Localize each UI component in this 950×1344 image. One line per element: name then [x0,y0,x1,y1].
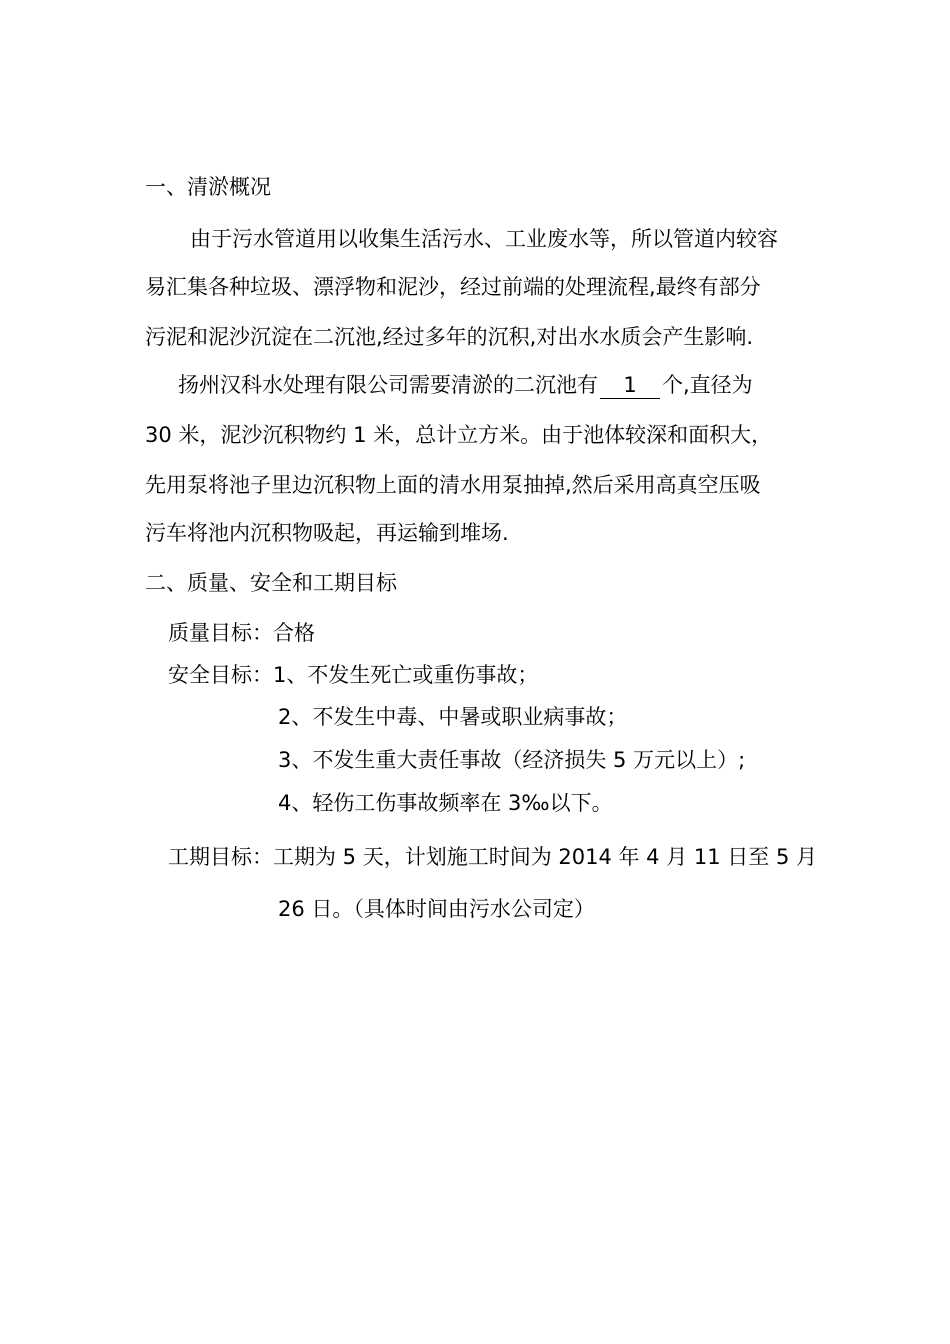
section1-heading: 一、清淤概况 [145,175,271,199]
para2-line1-post: 个,直径为 [662,373,753,397]
para1-line1: 由于污水管道用以收集生活污水、工业废水等，所以管道内较容 [190,227,778,251]
safety-target-1: 安全目标：1、不发生死亡或重伤事故； [168,663,539,687]
para2-line4: 污车将池内沉积物吸起，再运输到堆场. [145,521,509,545]
safety-target-4: 4、轻伤工伤事故频率在 3‰以下。 [278,791,613,815]
para2-line1 [178,370,753,400]
schedule-target-line1: 工期目标：工期为 5 天，计划施工时间为 2014 年 4 月 11 日至 5 月 [168,845,817,869]
para2-line1-pre: 扬州汉科水处理有限公司需要清淤的二沉池有 [178,373,598,397]
pool-count-blank: 1 [600,372,660,399]
para1-line3: 污泥和泥沙沉淀在二沉池,经过多年的沉积,对出水水质会产生影响. [145,325,754,349]
para2-line2: 30 米，泥沙沉积物约 1 米，总计立方米。由于池体较深和面积大， [145,423,773,447]
quality-target: 质量目标：合格 [168,621,315,645]
schedule-target-line2: 26 日。（具体时间由污水公司定） [278,897,595,921]
safety-target-3: 3、不发生重大责任事故（经济损失 5 万元以上）; [278,748,746,772]
para2-line3: 先用泵将池子里边沉积物上面的清水用泵抽掉,然后采用高真空压吸 [145,473,761,497]
safety-target-2: 2、不发生中毒、中暑或职业病事故； [278,705,628,729]
section2-heading: 二、质量、安全和工期目标 [145,571,397,595]
para1-line2: 易汇集各种垃圾、漂浮物和泥沙，经过前端的处理流程,最终有部分 [145,275,761,299]
